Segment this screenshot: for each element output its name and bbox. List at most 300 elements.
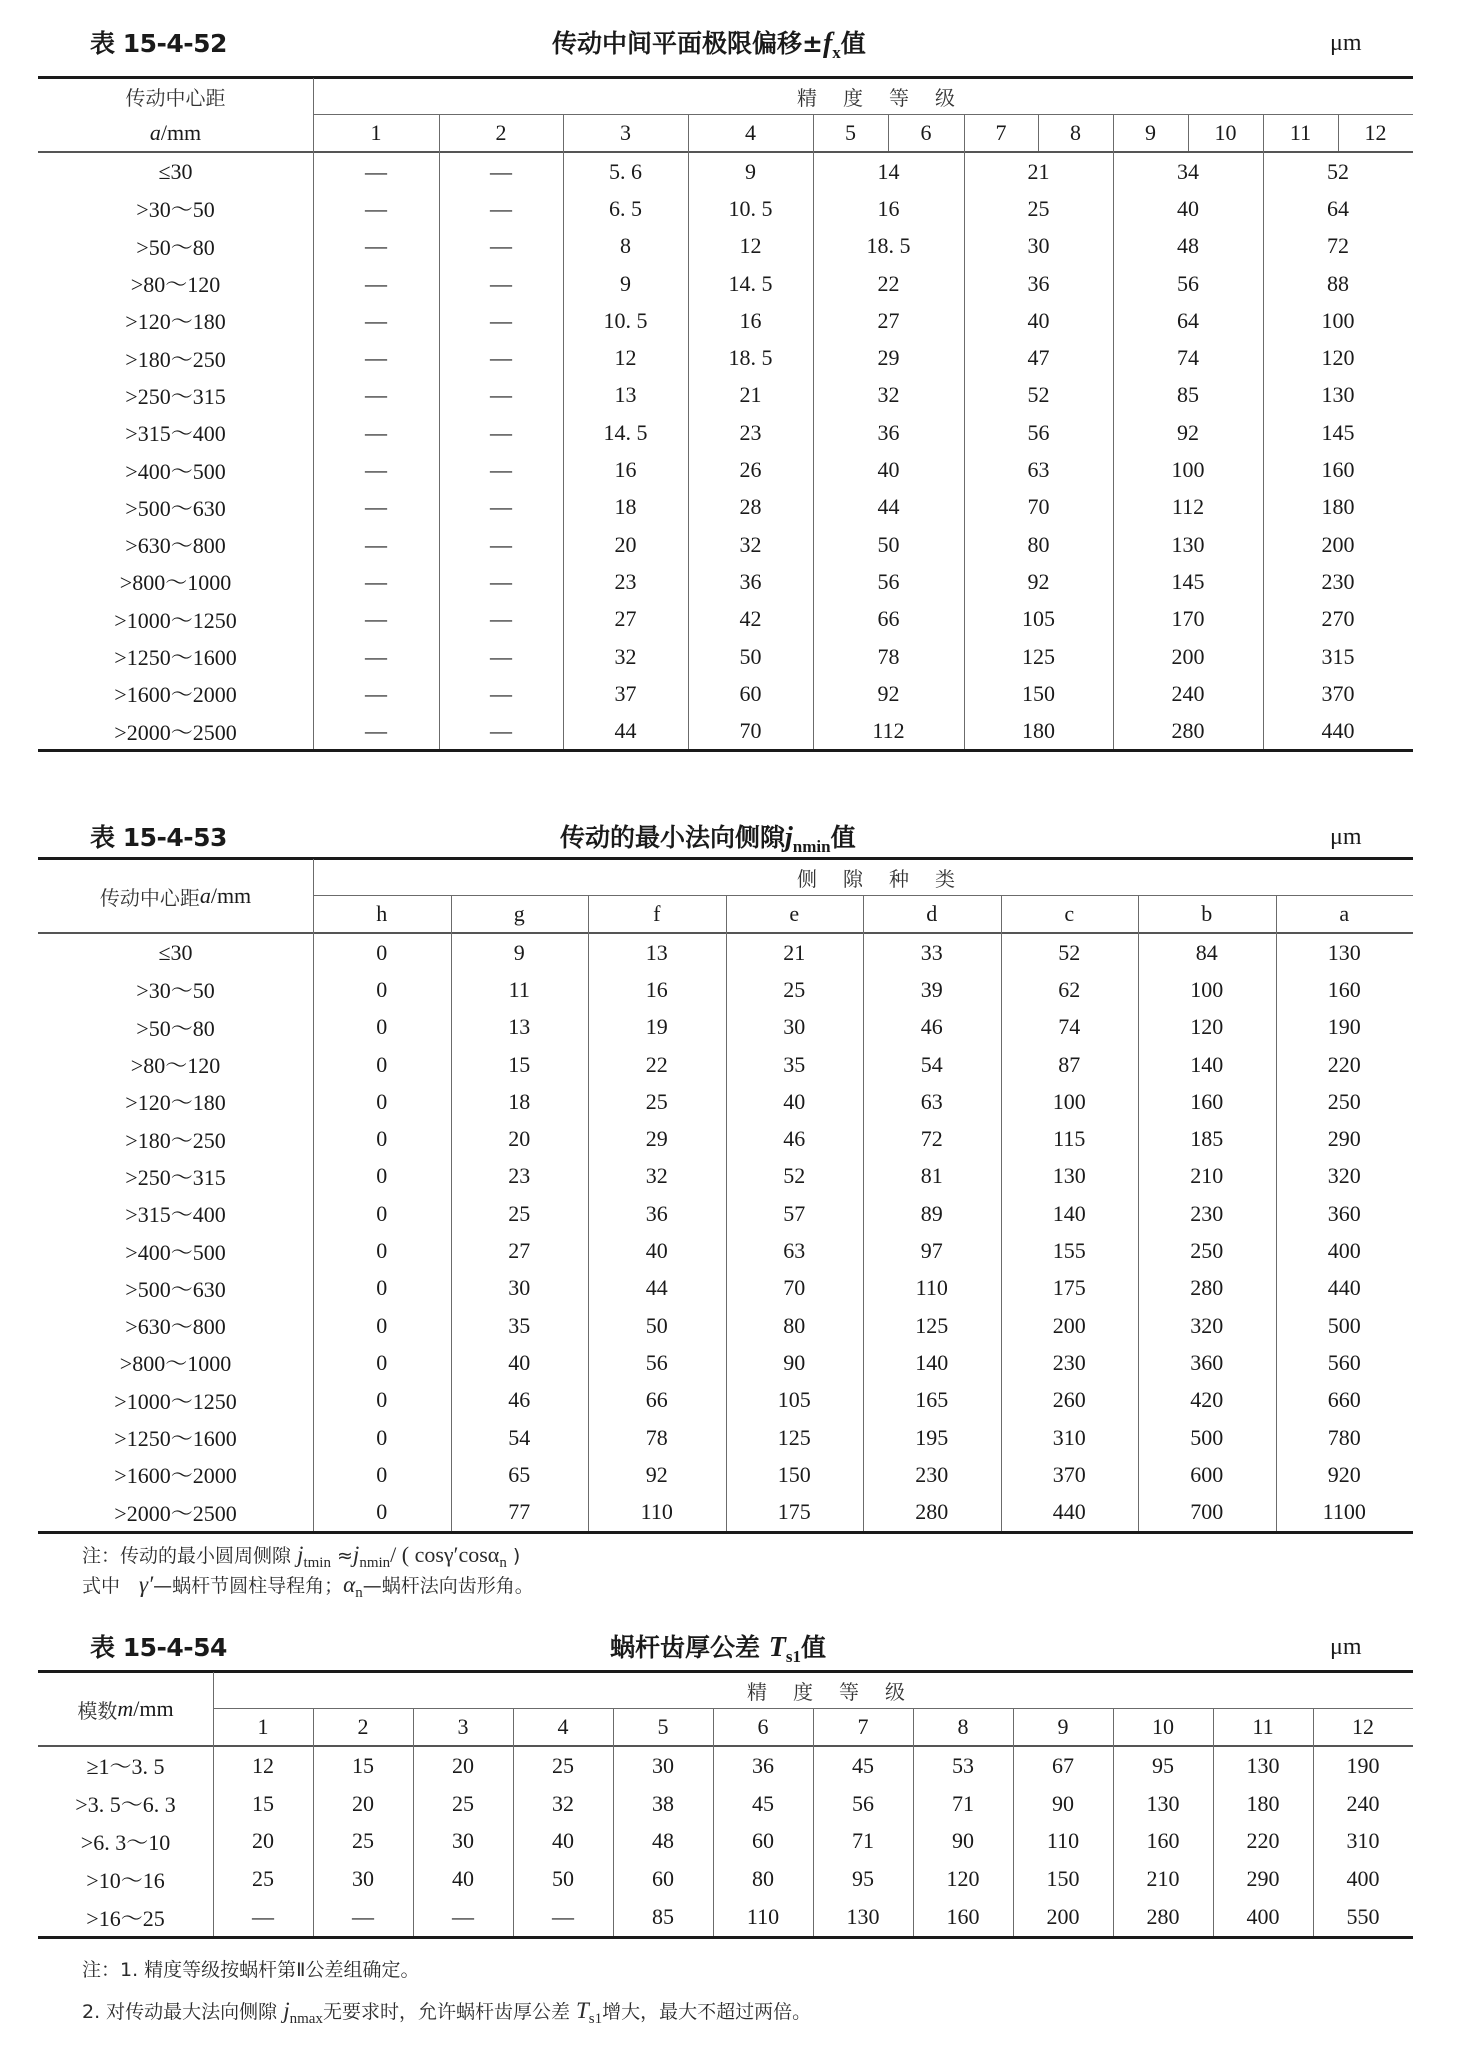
table-cell: 18. 5 xyxy=(728,345,773,371)
table-cell: 57 xyxy=(783,1200,806,1226)
title-var: j xyxy=(785,822,793,853)
column-divider xyxy=(413,1708,414,1936)
kind-header-cell: a xyxy=(1339,900,1350,926)
table-cell: 70 xyxy=(783,1275,806,1301)
column-divider xyxy=(1038,114,1039,151)
table-cell: 125 xyxy=(1022,643,1055,669)
table-cell: 400 xyxy=(1346,1866,1380,1892)
column-divider xyxy=(1013,1708,1014,1936)
table-cell: — xyxy=(365,195,387,221)
table-cell: 440 xyxy=(1052,1499,1086,1525)
table-cell: 160 xyxy=(946,1904,980,1930)
title-suffix: 值 xyxy=(840,29,866,58)
unit-mm: /mm xyxy=(160,119,202,145)
table-cell: 0 xyxy=(376,1499,388,1525)
row-range: >1000～1250 xyxy=(114,1388,237,1414)
bottom-rule xyxy=(38,1531,1413,1534)
table-cell: 145 xyxy=(1321,419,1355,445)
table-cell: 130 xyxy=(846,1904,880,1930)
note-sub: n xyxy=(499,1555,507,1571)
table-cell: 180 xyxy=(1246,1790,1280,1816)
table-cell: 125 xyxy=(777,1424,811,1450)
kind-header-cell: h xyxy=(376,900,388,926)
row-range: ≤30 xyxy=(158,939,193,965)
bottom-rule xyxy=(38,1936,1413,1939)
table-cell: 66 xyxy=(877,606,900,632)
table-cell: 1100 xyxy=(1322,1499,1366,1525)
var-a: a xyxy=(199,883,211,908)
table-cell: 100 xyxy=(1171,457,1205,483)
table-cell: — xyxy=(490,606,512,632)
row-range: >50～80 xyxy=(136,234,215,260)
table-cell: 20 xyxy=(508,1126,531,1152)
table-cell: 77 xyxy=(508,1499,531,1525)
table-cell: 240 xyxy=(1171,680,1205,706)
table-cell: 220 xyxy=(1327,1051,1361,1077)
row-range: >180～250 xyxy=(125,346,226,372)
table-cell: 8 xyxy=(620,233,631,259)
table-cell: — xyxy=(365,158,387,184)
table-cell: — xyxy=(490,680,512,706)
title-suffix: 值 xyxy=(800,1633,826,1662)
top-rule xyxy=(38,1670,1413,1673)
grade-header-cell: 2 xyxy=(495,119,507,145)
table-cell: 25 xyxy=(452,1790,474,1816)
note-2 xyxy=(82,1571,534,1601)
table-cell: 21 xyxy=(1027,158,1050,184)
table-cell: — xyxy=(365,233,387,259)
table-title xyxy=(560,818,856,854)
table-cell: 150 xyxy=(1022,680,1055,706)
table-cell: 42 xyxy=(739,606,762,632)
table-cell: 260 xyxy=(1052,1387,1086,1413)
table-cell: 63 xyxy=(920,1088,943,1114)
table-cell: 130 xyxy=(1321,382,1355,408)
table-cell: 0 xyxy=(376,1051,388,1077)
row-range: >1600～2000 xyxy=(114,682,237,708)
table-cell: 12 xyxy=(252,1752,274,1778)
table-cell: 29 xyxy=(877,345,900,371)
table-cell: 40 xyxy=(552,1828,574,1854)
row-range: >630～800 xyxy=(125,1314,226,1340)
top-rule xyxy=(38,857,1413,860)
table-cell: 29 xyxy=(645,1126,668,1152)
row-range: >2000～2500 xyxy=(114,719,237,745)
grade-header-cell: 1 xyxy=(257,1713,269,1739)
table-cell: 67 xyxy=(1052,1752,1074,1778)
grade-header-cell: 3 xyxy=(620,119,631,145)
row-range: >120～180 xyxy=(125,1090,226,1116)
table-cell: 315 xyxy=(1321,643,1355,669)
table-cell: 81 xyxy=(920,1163,943,1189)
column-divider xyxy=(1138,895,1139,1531)
grade-header-cell: 4 xyxy=(557,1713,569,1739)
row-range: >2000～2500 xyxy=(114,1500,237,1526)
grade-header-cell: 12 xyxy=(1364,119,1387,145)
table-cell: 110 xyxy=(746,1904,780,1930)
row-range: >1000～1250 xyxy=(114,607,237,633)
row-range: >315～400 xyxy=(125,421,226,447)
table-cell: 85 xyxy=(1177,382,1199,408)
table-cell: 140 xyxy=(1052,1200,1086,1226)
table-cell: 250 xyxy=(1190,1238,1224,1264)
title-text: 传动中间平面极限偏移± xyxy=(552,29,823,58)
table-cell: 550 xyxy=(1346,1904,1380,1930)
table-cell: 440 xyxy=(1327,1275,1361,1301)
table-cell: 44 xyxy=(614,718,637,744)
table-cell: 78 xyxy=(645,1424,668,1450)
table-cell: 71 xyxy=(952,1790,974,1816)
title-var: T xyxy=(768,1632,786,1663)
note-text: 增大，最大不超过两倍。 xyxy=(602,2001,812,2023)
table-cell: 105 xyxy=(777,1387,811,1413)
grade-header-cell: 8 xyxy=(1070,119,1081,145)
table-cell: 60 xyxy=(752,1828,774,1854)
table-cell: 0 xyxy=(376,1088,388,1114)
table-cell: 90 xyxy=(783,1349,806,1375)
table-cell: — xyxy=(365,718,387,744)
note-var: j xyxy=(283,1998,290,2023)
table-cell: 25 xyxy=(552,1752,574,1778)
table-cell: 56 xyxy=(852,1790,874,1816)
row-range: >250～315 xyxy=(125,383,226,409)
table-cell: 290 xyxy=(1327,1126,1361,1152)
note-formula: / ( cosγ′cosα xyxy=(390,1542,500,1567)
table-cell: 16 xyxy=(645,976,668,1002)
table-cell: 190 xyxy=(1346,1752,1380,1778)
note-text: 2. 对传动最大法向侧隙 xyxy=(82,2001,284,2023)
column-divider xyxy=(863,895,864,1531)
table-cell: 20 xyxy=(614,531,637,557)
column-divider xyxy=(313,1708,314,1936)
table-cell: 14 xyxy=(877,158,900,184)
table-cell: — xyxy=(490,531,512,557)
table-cell: 52 xyxy=(1027,382,1050,408)
table-cell: — xyxy=(252,1904,274,1930)
table-title xyxy=(552,24,866,60)
table-cell: 240 xyxy=(1346,1790,1380,1816)
table-cell: 560 xyxy=(1327,1349,1361,1375)
table-cell: 50 xyxy=(739,643,762,669)
kind-header-cell: c xyxy=(1064,900,1075,926)
table-cell: 13 xyxy=(645,939,668,965)
column-divider xyxy=(213,1672,214,1936)
table-cell: 30 xyxy=(1027,233,1050,259)
table-cell: — xyxy=(490,494,512,520)
note-sub: nmin xyxy=(359,1555,391,1571)
table-cell: 160 xyxy=(1321,457,1355,483)
table-cell: 210 xyxy=(1190,1163,1224,1189)
row-range: >800～1000 xyxy=(119,1351,232,1377)
note-text: 无要求时，允许蜗杆齿厚公差 xyxy=(322,2001,576,2023)
table-cell: 130 xyxy=(1052,1163,1086,1189)
table-cell: — xyxy=(365,568,387,594)
table-cell: 170 xyxy=(1171,606,1205,632)
table-cell: 20 xyxy=(352,1790,374,1816)
kind-header-cell: g xyxy=(513,900,525,926)
note-sub: nmax xyxy=(289,2011,323,2027)
table-cell: 220 xyxy=(1246,1828,1280,1854)
table-cell: 0 xyxy=(376,1349,388,1375)
table-cell: 64 xyxy=(1177,307,1199,333)
column-divider xyxy=(1276,895,1277,1531)
table-cell: 125 xyxy=(915,1312,949,1338)
table-cell: 95 xyxy=(1152,1752,1174,1778)
table-cell: 115 xyxy=(1053,1126,1086,1152)
table-cell: 36 xyxy=(739,568,762,594)
table-cell: 60 xyxy=(652,1866,674,1892)
table-cell: 66 xyxy=(645,1387,668,1413)
table-cell: — xyxy=(552,1904,574,1930)
row-header-text: 模数 xyxy=(77,1698,118,1723)
column-divider xyxy=(913,1708,914,1936)
table-cell: — xyxy=(490,307,512,333)
grade-header-cell: 6 xyxy=(757,1713,769,1739)
table-cell: 210 xyxy=(1146,1866,1180,1892)
table-cell: 230 xyxy=(1052,1349,1086,1375)
row-range: ≤30 xyxy=(158,158,193,184)
table-cell: 40 xyxy=(645,1238,668,1264)
table-cell: 45 xyxy=(852,1752,874,1778)
note-text: —蜗杆节圆柱导程角； xyxy=(153,1575,344,1597)
table-cell: 32 xyxy=(552,1790,574,1816)
table-cell: 140 xyxy=(1190,1051,1224,1077)
row-header-unit xyxy=(38,114,313,151)
unit-label: μm xyxy=(1330,1634,1362,1660)
table-cell: 92 xyxy=(645,1461,668,1487)
grade-header-cell: 5 xyxy=(657,1713,669,1739)
table-cell: 84 xyxy=(1195,939,1218,965)
header-divider xyxy=(313,895,1413,896)
note-sub: s1 xyxy=(588,2011,603,2027)
table-cell: 175 xyxy=(777,1499,811,1525)
table-cell: 32 xyxy=(614,643,637,669)
table-cell: 360 xyxy=(1327,1200,1361,1226)
table-cell: 145 xyxy=(1171,568,1205,594)
table-cell: 0 xyxy=(376,1200,388,1226)
note-var: α xyxy=(343,1572,356,1597)
table-cell: 25 xyxy=(645,1088,668,1114)
table-cell: 110 xyxy=(1046,1828,1080,1854)
table-cell: 120 xyxy=(1321,345,1355,371)
table-cell: 89 xyxy=(920,1200,943,1226)
table-cell: 230 xyxy=(1321,568,1355,594)
table-cell: 16 xyxy=(614,457,637,483)
table-cell: 280 xyxy=(1171,718,1205,744)
table-cell: 92 xyxy=(877,680,900,706)
table-cell: 50 xyxy=(877,531,900,557)
table-cell: 13 xyxy=(614,382,637,408)
grade-header-cell: 2 xyxy=(357,1713,369,1739)
table-cell: 270 xyxy=(1321,606,1355,632)
table-cell: 62 xyxy=(1058,976,1081,1002)
table-cell: 12 xyxy=(739,233,762,259)
table-cell: 40 xyxy=(508,1349,531,1375)
table-cell: 92 xyxy=(1027,568,1050,594)
note-text: —蜗杆法向齿形角。 xyxy=(362,1575,534,1597)
table-cell: 12 xyxy=(614,345,637,371)
table-cell: — xyxy=(365,419,387,445)
table-cell: 78 xyxy=(877,643,900,669)
group-header: 侧隙种类 xyxy=(797,866,981,891)
table-cell: 190 xyxy=(1327,1014,1361,1040)
table-cell: 25 xyxy=(252,1866,274,1892)
table-cell: 0 xyxy=(376,1312,388,1338)
table-cell: 9 xyxy=(513,939,525,965)
table-cell: 40 xyxy=(452,1866,474,1892)
table-cell: 52 xyxy=(783,1163,806,1189)
table-cell: 0 xyxy=(376,1126,388,1152)
table-cell: 0 xyxy=(376,1014,388,1040)
table-cell: — xyxy=(365,531,387,557)
table-cell: — xyxy=(365,606,387,632)
table-cell: 400 xyxy=(1246,1904,1280,1930)
grade-header-cell: 7 xyxy=(857,1713,869,1739)
table-cell: 310 xyxy=(1052,1424,1086,1450)
table-cell: 0 xyxy=(376,976,388,1002)
table-cell: 25 xyxy=(352,1828,374,1854)
table-cell: 36 xyxy=(1027,270,1050,296)
kind-header-cell: e xyxy=(789,900,800,926)
table-cell: 420 xyxy=(1190,1387,1224,1413)
table-cell: 28 xyxy=(739,494,762,520)
table-cell: 40 xyxy=(877,457,900,483)
table-cell: 280 xyxy=(1146,1904,1180,1930)
table-cell: 18 xyxy=(614,494,637,520)
table-cell: 280 xyxy=(915,1499,949,1525)
table-cell: 56 xyxy=(1177,270,1199,296)
table-cell: 440 xyxy=(1321,718,1355,744)
table-cell: 10. 5 xyxy=(603,307,648,333)
table-cell: 33 xyxy=(920,939,943,965)
table-cell: 0 xyxy=(376,1424,388,1450)
unit-label: μm xyxy=(1330,824,1362,850)
column-divider xyxy=(888,114,889,151)
table-cell: 44 xyxy=(645,1275,668,1301)
table-cell: 25 xyxy=(1027,195,1050,221)
table-cell: 150 xyxy=(1046,1866,1080,1892)
table-cell: 10. 5 xyxy=(728,195,773,221)
table-cell: 0 xyxy=(376,1238,388,1264)
table-cell: 26 xyxy=(739,457,762,483)
table-cell: 18. 5 xyxy=(866,233,911,259)
column-divider xyxy=(513,1708,514,1936)
grade-header-cell: 11 xyxy=(1289,119,1312,145)
table-cell: 6. 5 xyxy=(609,195,642,221)
row-range: >630～800 xyxy=(125,533,226,559)
table-cell: 290 xyxy=(1246,1866,1280,1892)
table-cell: 230 xyxy=(1190,1200,1224,1226)
table-cell: 36 xyxy=(752,1752,774,1778)
table-cell: 71 xyxy=(852,1828,874,1854)
table-cell: 36 xyxy=(877,419,900,445)
note-var: T xyxy=(575,1998,589,2023)
table-cell: — xyxy=(490,419,512,445)
row-range: >180～250 xyxy=(125,1127,226,1153)
table-cell: 48 xyxy=(652,1828,674,1854)
row-range: ≥1～3. 5 xyxy=(86,1754,165,1780)
row-range: >80～120 xyxy=(130,1053,221,1079)
group-header: 精度等级 xyxy=(747,1679,931,1704)
table-cell: 72 xyxy=(920,1126,943,1152)
var-a: a xyxy=(149,119,161,145)
table-cell: 32 xyxy=(645,1163,668,1189)
table-number: 表 15-4-52 xyxy=(90,29,227,58)
table-cell: 250 xyxy=(1327,1088,1361,1114)
table-cell: 35 xyxy=(508,1312,531,1338)
grade-header-cell: 9 xyxy=(1057,1713,1069,1739)
group-header: 精度等级 xyxy=(797,85,981,110)
table-cell: 130 xyxy=(1246,1752,1280,1778)
table-cell: 920 xyxy=(1327,1461,1361,1487)
table-cell: 200 xyxy=(1046,1904,1080,1930)
table-cell: 25 xyxy=(508,1200,531,1226)
table-cell: 16 xyxy=(877,195,900,221)
table-cell: 46 xyxy=(920,1014,943,1040)
table-cell: 0 xyxy=(376,1163,388,1189)
row-range: >1250～1600 xyxy=(114,645,237,671)
column-divider xyxy=(313,859,314,1531)
table-cell: 230 xyxy=(915,1461,949,1487)
note-var: γ′ xyxy=(139,1572,154,1597)
var-m: m xyxy=(117,1696,134,1721)
table-cell: 52 xyxy=(1058,939,1081,965)
table-cell: 30 xyxy=(783,1014,806,1040)
table-cell: 175 xyxy=(1052,1275,1086,1301)
table-cell: 112 xyxy=(1171,494,1205,520)
table-cell: 56 xyxy=(645,1349,668,1375)
kind-header-cell: b xyxy=(1201,900,1213,926)
table-cell: 23 xyxy=(508,1163,531,1189)
table-cell: 80 xyxy=(783,1312,806,1338)
table-cell: — xyxy=(365,345,387,371)
table-cell: 97 xyxy=(920,1238,943,1264)
table-cell: 44 xyxy=(877,494,900,520)
table-cell: 27 xyxy=(877,307,900,333)
kind-header-cell: d xyxy=(926,900,938,926)
table-cell: 54 xyxy=(508,1424,531,1450)
table-cell: 370 xyxy=(1052,1461,1086,1487)
header-bottom-rule xyxy=(38,1745,1413,1747)
table-cell: 87 xyxy=(1058,1051,1081,1077)
grade-header-cell: 11 xyxy=(1252,1713,1274,1739)
table-cell: — xyxy=(490,718,512,744)
table-cell: 63 xyxy=(1027,457,1050,483)
table-cell: 9 xyxy=(620,270,631,296)
row-range: >30～50 xyxy=(136,197,215,223)
table-cell: 5. 6 xyxy=(609,158,642,184)
grade-header-cell: 6 xyxy=(920,119,932,145)
grade-header-cell: 5 xyxy=(845,119,856,145)
row-header: 传动中心距 xyxy=(125,85,226,110)
column-divider xyxy=(713,1708,714,1936)
table-cell: 47 xyxy=(1027,345,1050,371)
table-cell: — xyxy=(452,1904,474,1930)
unit-mm: /mm xyxy=(133,1696,174,1721)
table-cell: — xyxy=(365,382,387,408)
title-var: f xyxy=(822,28,833,59)
table-cell: 85 xyxy=(652,1904,674,1930)
table-cell: 15 xyxy=(508,1051,531,1077)
table-cell: 80 xyxy=(1027,531,1050,557)
table-cell: 21 xyxy=(783,939,806,965)
table-cell: 30 xyxy=(652,1752,674,1778)
table-cell: 100 xyxy=(1052,1088,1086,1114)
title-text: 蜗杆齿厚公差 xyxy=(610,1633,769,1662)
table-cell: 27 xyxy=(508,1238,531,1264)
column-divider xyxy=(588,895,589,1531)
note-2 xyxy=(82,1997,812,2027)
